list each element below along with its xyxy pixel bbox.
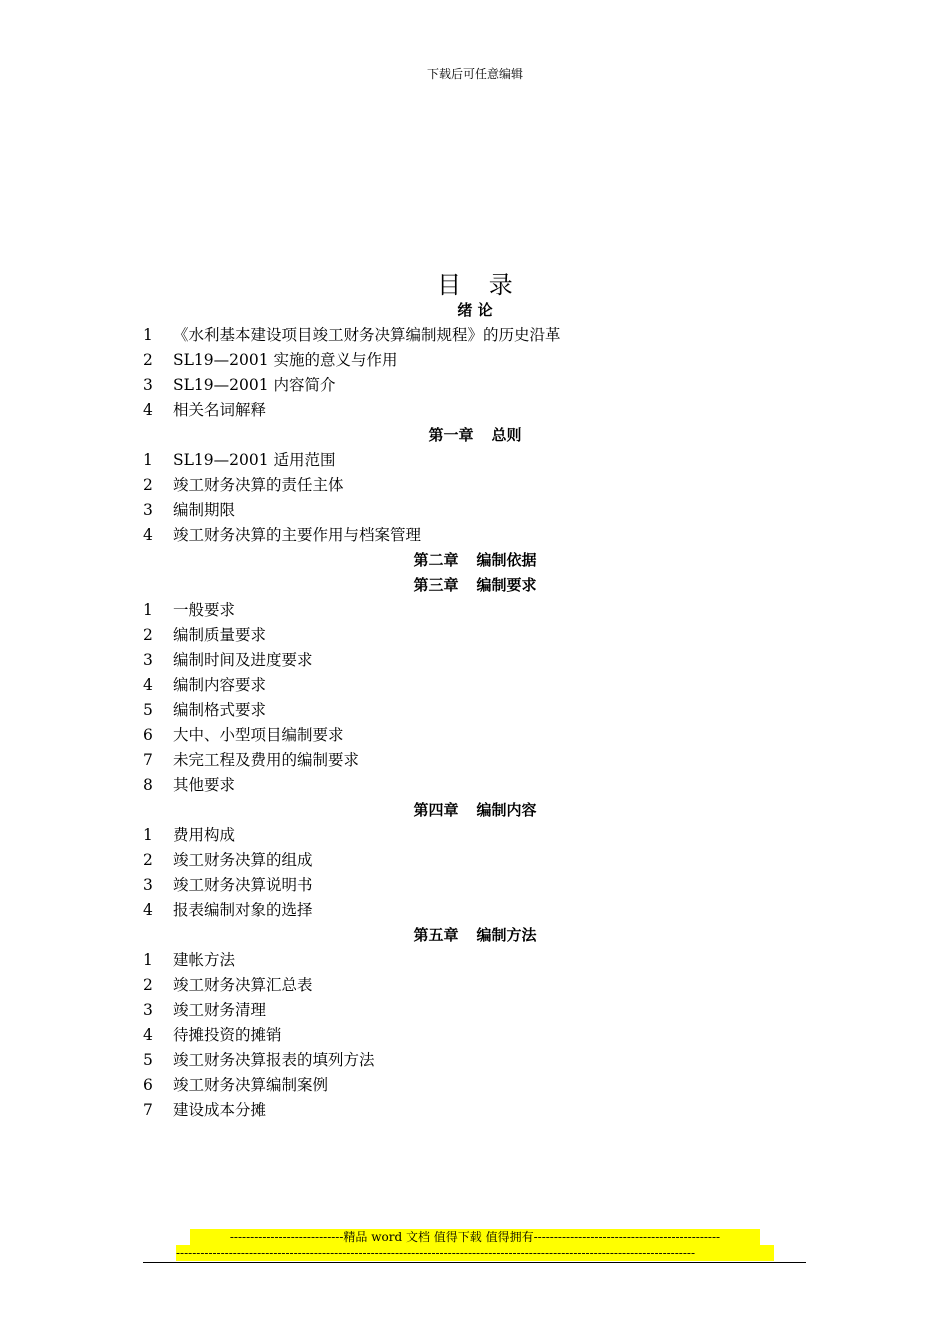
toc-item[interactable] <box>0 898 950 923</box>
item-label: 编制期限 <box>173 501 236 519</box>
item-label: 竣工财务决算报表的填列方法 <box>173 1051 375 1069</box>
chapter-number: 第一章 <box>428 426 474 444</box>
toc-item[interactable] <box>0 1098 950 1123</box>
chapter-number: 第四章 <box>413 801 459 819</box>
chapter-title: 编制内容 <box>476 801 537 819</box>
toc-item[interactable] <box>0 948 950 973</box>
chapter-title: 编制依据 <box>476 551 537 569</box>
item-number: 5 <box>143 1051 153 1069</box>
item-number: 3 <box>143 501 153 519</box>
item-number: 4 <box>143 526 153 544</box>
item-label: 竣工财务决算编制案例 <box>173 1076 329 1094</box>
item-label: 竣工财务决算的主要作用与档案管理 <box>173 526 422 544</box>
toc-heading-introduction[interactable] <box>0 298 950 323</box>
toc-item[interactable] <box>0 848 950 873</box>
toc-item[interactable] <box>0 323 950 348</box>
item-number: 2 <box>143 626 153 644</box>
footer-divider <box>143 1262 806 1263</box>
item-label: SL19—2001 实施的意义与作用 <box>173 351 398 369</box>
toc-heading-chapter-3[interactable] <box>0 573 950 598</box>
item-label: 《水利基本建设项目竣工财务决算编制规程》的历史沿革 <box>173 326 561 344</box>
chapter-title: 编制要求 <box>476 576 537 594</box>
chapter-title: 编制方法 <box>476 926 537 944</box>
chapter-number: 第五章 <box>413 926 459 944</box>
toc-item[interactable] <box>0 973 950 998</box>
item-label: 一般要求 <box>173 601 236 619</box>
heading-text: 绪 论 <box>457 301 493 319</box>
chapter-title: 总则 <box>491 426 522 444</box>
item-label: 竣工财务清理 <box>173 1001 267 1019</box>
toc-heading-chapter-5[interactable] <box>0 923 950 948</box>
item-number: 7 <box>143 1101 153 1119</box>
toc-item[interactable] <box>0 473 950 498</box>
toc-title: 目 录 <box>437 271 523 299</box>
item-number: 3 <box>143 376 153 394</box>
item-label: 竣工财务决算说明书 <box>173 876 313 894</box>
item-number: 4 <box>143 676 153 694</box>
page-header: 下载后可任意编辑 <box>426 67 523 81</box>
item-number: 7 <box>143 751 153 769</box>
toc-heading-chapter-4[interactable] <box>0 798 950 823</box>
item-label: 建帐方法 <box>173 951 236 969</box>
toc-item[interactable] <box>0 398 950 423</box>
item-label: 未完工程及费用的编制要求 <box>173 751 360 769</box>
toc-item[interactable] <box>0 748 950 773</box>
toc-item[interactable] <box>0 373 950 398</box>
toc-item[interactable] <box>0 998 950 1023</box>
item-number: 5 <box>143 701 153 719</box>
item-number: 4 <box>143 901 153 919</box>
item-label: 待摊投资的摊销 <box>173 1026 282 1044</box>
toc-item[interactable] <box>0 598 950 623</box>
item-label: 编制格式要求 <box>173 701 267 719</box>
item-number: 2 <box>143 351 153 369</box>
item-number: 8 <box>143 776 153 794</box>
toc-item[interactable] <box>0 348 950 373</box>
item-label: 其他要求 <box>173 776 236 794</box>
item-label: 编制内容要求 <box>173 676 267 694</box>
toc-item[interactable] <box>0 773 950 798</box>
item-number: 3 <box>143 876 153 894</box>
item-number: 6 <box>143 1076 153 1094</box>
item-number: 2 <box>143 476 153 494</box>
toc-item[interactable] <box>0 623 950 648</box>
item-label: 竣工财务决算的责任主体 <box>173 476 344 494</box>
item-number: 3 <box>143 1001 153 1019</box>
item-number: 6 <box>143 726 153 744</box>
toc-heading-chapter-1[interactable] <box>0 423 950 448</box>
toc-item[interactable] <box>0 1048 950 1073</box>
item-number: 1 <box>143 326 153 344</box>
footer-banner-line-1: ----------------------------精品 word 文档 值得下载 值得拥有---------------------------------------------- <box>190 1229 760 1245</box>
toc-item[interactable] <box>0 498 950 523</box>
item-number: 4 <box>143 1026 153 1044</box>
item-number: 3 <box>143 651 153 669</box>
chapter-number: 第二章 <box>413 551 459 569</box>
item-number: 2 <box>143 976 153 994</box>
item-label: 大中、小型项目编制要求 <box>173 726 344 744</box>
toc-item[interactable] <box>0 873 950 898</box>
toc-item[interactable] <box>0 698 950 723</box>
item-label: 编制质量要求 <box>173 626 267 644</box>
item-label: SL19—2001 内容简介 <box>173 376 336 394</box>
chapter-number: 第三章 <box>413 576 459 594</box>
item-label: SL19—2001 适用范围 <box>173 451 336 469</box>
toc-item[interactable] <box>0 1073 950 1098</box>
toc-item[interactable] <box>0 1023 950 1048</box>
item-number: 2 <box>143 851 153 869</box>
toc-item[interactable] <box>0 673 950 698</box>
item-number: 1 <box>143 601 153 619</box>
item-label: 竣工财务决算汇总表 <box>173 976 313 994</box>
item-label: 竣工财务决算的组成 <box>173 851 313 869</box>
item-number: 4 <box>143 401 153 419</box>
toc-item[interactable] <box>0 823 950 848</box>
item-label: 建设成本分摊 <box>173 1101 267 1119</box>
item-label: 编制时间及进度要求 <box>173 651 313 669</box>
item-number: 1 <box>143 451 153 469</box>
footer-banner-line-2: -------------------------------------------------------------------------------------------------------------------------------- <box>176 1245 774 1261</box>
item-number: 1 <box>143 826 153 844</box>
item-number: 1 <box>143 951 153 969</box>
toc-heading-chapter-2[interactable] <box>0 548 950 573</box>
item-label: 费用构成 <box>173 826 236 844</box>
toc-item[interactable] <box>0 523 950 548</box>
item-label: 相关名词解释 <box>173 401 267 419</box>
table-of-contents <box>0 298 950 1123</box>
toc-item[interactable] <box>0 448 950 473</box>
item-label: 报表编制对象的选择 <box>173 901 313 919</box>
toc-item[interactable] <box>0 723 950 748</box>
toc-item[interactable] <box>0 648 950 673</box>
